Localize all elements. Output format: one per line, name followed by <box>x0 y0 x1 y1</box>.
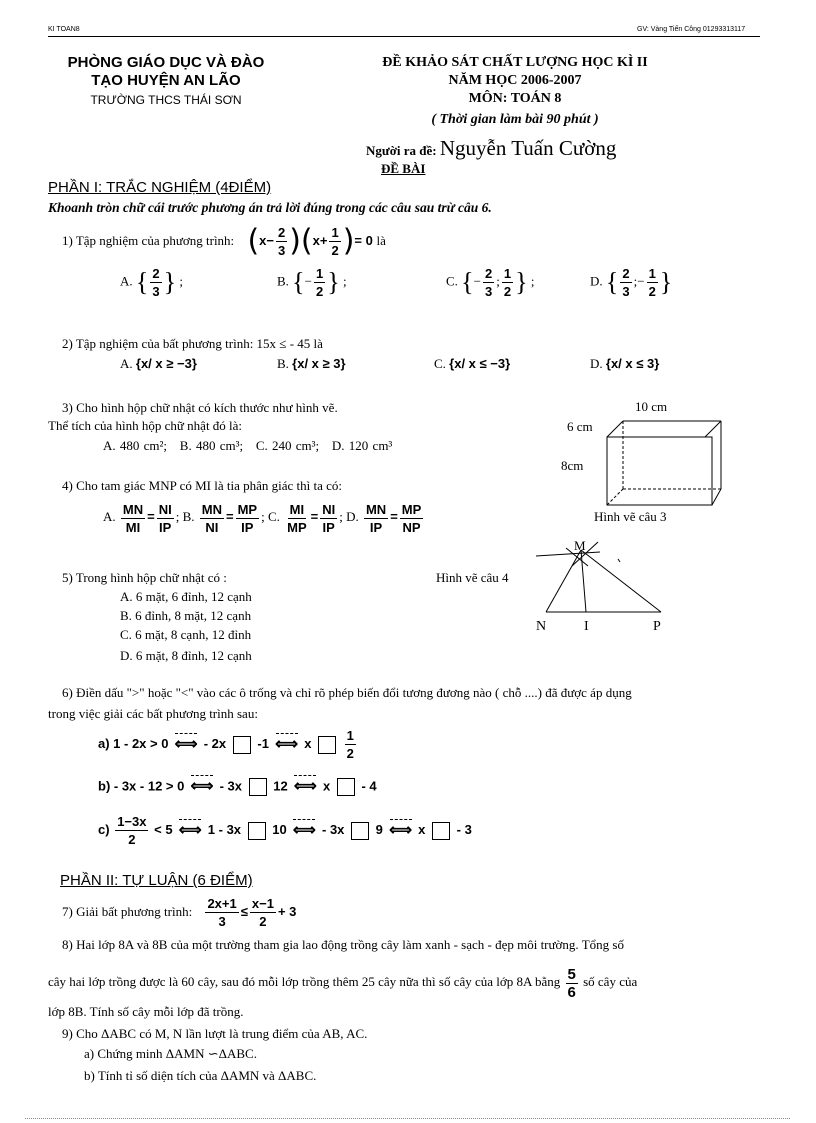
q3-fig-caption: Hình vẽ câu 3 <box>594 509 667 524</box>
q5-option-d[interactable]: D. 6 mặt, 8 đỉnh, 12 cạnh <box>120 648 252 663</box>
q5-option-b[interactable]: B. 6 đỉnh, 8 mặt, 12 cạnh <box>120 608 252 623</box>
q4-option-a[interactable]: A. $\frac{MN}{MI}$ = $\frac{NI}{IP}$ ; <box>103 501 180 535</box>
q8-line1: 8) Hai lớp 8A và 8B của một trường tham gia lao động trồng cây làm xanh - sạch - đẹp môi trường. Tổng số <box>62 937 624 952</box>
q6-b-p3: x <box>322 778 331 794</box>
equiv-icon: ⟺ <box>387 824 415 838</box>
q4-option-d[interactable]: D. $\frac{MN}{IP}$ = $\frac{MP}{NP}$ <box>346 501 422 535</box>
q3-fig-depth: 6 cm <box>567 419 593 434</box>
q1-d-label: D. <box>590 273 603 289</box>
school-line1: PHÒNG GIÁO DỤC VÀ ĐÀO <box>67 54 265 71</box>
q6-stem2: trong việc giải các bất phương trình sau: <box>48 706 258 721</box>
q6-c-p5: x <box>418 822 426 837</box>
q3-stem: 3) Cho hình hộp chữ nhật có kích thước như hình vẽ. <box>62 400 338 415</box>
q1-eq-zero: = 0 <box>354 233 373 248</box>
q2-option-d[interactable] <box>590 356 659 372</box>
author-name: Nguyễn Tuấn Cường <box>439 136 617 160</box>
header-right: GV: Vàng Tiến Công 01293313117 <box>637 26 746 33</box>
q6-a-p1: - 2x <box>203 736 227 751</box>
q6-c-label: c) <box>98 822 110 837</box>
q7-le: ≤ <box>240 904 248 919</box>
q6-c-p1: 1 - 3x <box>207 822 242 837</box>
q6-a-box-2[interactable] <box>318 736 336 754</box>
q3-fig-width: 10 cm <box>635 399 668 414</box>
q2-a-label: A. <box>120 356 133 371</box>
q3-fig-height: 8cm <box>561 458 584 473</box>
q2-d-label: D. <box>590 356 603 371</box>
q6-c-box-3[interactable] <box>432 822 450 840</box>
q1-option-c[interactable]: C. {− $\frac{2}{3}$ ; $\frac{1}{2}$ } ; <box>446 266 535 299</box>
school-line2: TẠO HUYỆN AN LÃO <box>91 72 241 89</box>
footer-rule <box>25 1118 790 1119</box>
q3-option-c[interactable]: C. 240 cm³; <box>255 438 320 453</box>
q9-part-a: a) Chứng minh ΔAMN ∽ΔABC. <box>84 1046 257 1061</box>
q6-row-c: c) $\frac{1-3x}{2}$ < 5 ⟺ 1 - 3x 10 ⟺ - 3x 9 ⟺ x - 3 <box>98 814 472 848</box>
q7-plus3: + 3 <box>277 904 297 919</box>
equiv-icon: ⟺ <box>188 780 216 794</box>
equiv-icon: ⟺ <box>172 738 200 752</box>
q1-a-label: A. <box>120 273 133 289</box>
q7-stem: 7) Giải bất phương trình: <box>62 904 193 919</box>
q6-c-lt: < 5 <box>154 822 173 837</box>
q6-b-p2: 12 <box>273 778 288 794</box>
exam-author <box>366 136 616 161</box>
q2-stem: 2) Tập nghiệm của bất phương trình: 15x ≤ - 45 là <box>62 336 323 351</box>
header-left: KI TOAN8 <box>48 26 80 33</box>
q1-option-b[interactable]: B. {− $\frac{1}{2}$ } ; <box>277 266 347 299</box>
q6-a-label: a) 1 - 2x > 0 <box>98 736 169 751</box>
q4-fig-caption: Hình vẽ câu 4 <box>436 570 509 585</box>
q1-c-label: C. <box>446 273 458 289</box>
q4-option-c[interactable]: C. $\frac{MI}{MP}$ = $\frac{NI}{IP}$ ; <box>267 501 343 535</box>
q6-a-p2: -1 <box>257 736 269 751</box>
exam-year: NĂM HỌC 2006-2007 <box>448 73 582 88</box>
q2-option-c[interactable] <box>434 356 510 372</box>
q6-row-b <box>98 778 377 796</box>
q4-a-label: A. <box>103 509 116 524</box>
q4-label-p: P <box>653 619 661 634</box>
q6-c-p3: - 3x <box>322 822 345 837</box>
equiv-icon: ⟺ <box>291 780 319 794</box>
part1-title: PHẦN I: TRẮC NGHIỆM (4ĐIỂM) <box>48 179 272 196</box>
q6-c-box-2[interactable] <box>351 822 369 840</box>
q1-b-label: B. <box>277 273 289 289</box>
q1-x1: x <box>259 233 267 248</box>
q6-a-box-1[interactable] <box>233 736 251 754</box>
q1-option-a[interactable]: A. { $\frac{2}{3}$ } ; <box>120 266 183 299</box>
q4-label-n: N <box>536 619 547 634</box>
q3-option-d[interactable]: D. 120 cm³ <box>331 438 393 453</box>
q4-label-m: M <box>574 538 586 553</box>
q2-option-a[interactable] <box>120 356 197 372</box>
q4-label-i: I <box>584 619 589 634</box>
q1-option-d[interactable]: D. { $\frac{2}{3}$ ;− $\frac{1}{2}$ } <box>590 266 673 299</box>
exam-subject: MÔN: TOÁN 8 <box>468 91 562 106</box>
q6-b-p4: - 4 <box>361 778 377 794</box>
equiv-icon: ⟺ <box>273 738 301 752</box>
q2-a-set: {x/ x ≥ −3} <box>135 356 197 371</box>
q8-line2b: số cây của <box>583 974 638 989</box>
q3-stem2: Thể tích của hình hộp chữ nhật đó là: <box>48 418 243 433</box>
q6-c-p2: 10 <box>272 822 287 837</box>
q2-c-label: C. <box>434 356 446 371</box>
q6-b-label: b) - 3x - 12 > 0 <box>98 778 185 794</box>
exam-title: ĐỀ KHẢO SÁT CHẤT LƯỢNG HỌC KÌ II <box>382 55 648 70</box>
q2-d-set: {x/ x ≤ 3} <box>605 356 660 371</box>
q4-options <box>103 497 425 537</box>
q2-option-b[interactable] <box>277 356 346 372</box>
q4-d-label: D. <box>346 509 359 524</box>
q6-row-a: a) 1 - 2x > 0 ⟺ - 2x -1 ⟺ x $\frac{1}{2}$ <box>98 728 354 762</box>
q5-option-a[interactable]: A. 6 mặt, 6 đỉnh, 12 cạnh <box>120 589 252 604</box>
q8-line2a: cây hai lớp trồng được là 60 cây, sau đó mỗi lớp trồng thêm 25 cây nữa thì số cây của lớp 8A bằng <box>48 974 561 989</box>
q3-option-b[interactable]: B. 480 cm³; <box>179 438 244 453</box>
school-line3: TRƯỜNG THCS THÁI SƠN <box>90 93 242 107</box>
q1-stem: 1) Tập nghiệm của phương trình: <box>62 233 235 248</box>
author-label: Người ra đề: <box>366 143 437 158</box>
equiv-icon: ⟺ <box>290 824 318 838</box>
q8-line3: lớp 8B. Tính số cây mỗi lớp đã trồng. <box>48 1004 244 1019</box>
q8-line2: cây hai lớp trồng được là 60 cây, sau đó mỗi lớp trồng thêm 25 cây nữa thì số cây của lớp 8A bằng $\frac{5}{6}$ số cây của <box>48 965 638 1001</box>
q4-option-b[interactable]: B. $\frac{MN}{NI}$ = $\frac{MP}{IP}$ ; <box>182 501 265 535</box>
q1-equation: (x− $\frac{2}{3}$ )(x+ $\frac{1}{2}$ )= 0 <box>247 223 373 259</box>
q4-b-label: B. <box>182 509 195 524</box>
q1-tail: là <box>376 233 386 248</box>
q1-equation-line <box>62 222 386 260</box>
header-rule <box>48 36 760 37</box>
q5-option-c[interactable]: C. 6 mặt, 8 cạnh, 12 đỉnh <box>120 627 252 642</box>
q4-c-label: C. <box>267 509 280 524</box>
q7-line: 7) Giải bất phương trình: $\frac{2x+1}{3}$ ≤ $\frac{x-1}{2}$ + 3 <box>62 896 297 930</box>
q4-stem: 4) Cho tam giác MNP có MI là tia phân giác thì ta có: <box>62 478 343 493</box>
q4-triangle-figure <box>528 532 678 637</box>
q3-option-a[interactable]: A. 480 cm²; <box>103 438 168 453</box>
part1-instruction: Khoanh tròn chữ cái trước phương án trả lời đúng trong các câu sau trừ câu 6. <box>48 200 492 215</box>
q6-a-p3: x <box>304 736 312 751</box>
equiv-icon: ⟺ <box>176 824 204 838</box>
q6-c-p6: - 3 <box>456 822 472 837</box>
q6-c-box-1[interactable] <box>248 822 266 840</box>
q6-stem: 6) Điền dấu ">" hoặc "<" vào các ô trống và chỉ rõ phép biến đổi tương đương nào ( chỗ ....) đã được áp dụng <box>62 685 632 700</box>
de-bai-heading: ĐỀ BÀI <box>381 161 426 176</box>
q2-c-set: {x/ x ≤ −3} <box>449 356 511 371</box>
q6-b-box-2[interactable] <box>337 778 355 796</box>
exam-time: ( Thời gian làm bài 90 phút ) <box>431 112 599 127</box>
q6-b-p1: - 3x <box>219 778 242 794</box>
q9-part-b: b) Tính tỉ số diện tích của ΔAMN và ΔABC. <box>84 1068 317 1083</box>
q1-x2: x <box>312 233 320 248</box>
q5-stem: 5) Trong hình hộp chữ nhật có : <box>62 570 227 585</box>
q9-stem: 9) Cho ΔABC có M, N lần lượt là trung điểm của AB, AC. <box>62 1026 368 1041</box>
q3-options <box>103 438 392 454</box>
q2-b-set: {x/ x ≥ 3} <box>292 356 346 371</box>
q2-b-label: B. <box>277 356 289 371</box>
part2-title: PHẦN II: TỰ LUẬN (6 ĐIỂM) <box>60 872 253 889</box>
q6-c-p4: 9 <box>375 822 383 837</box>
q6-b-box-1[interactable] <box>249 778 267 796</box>
